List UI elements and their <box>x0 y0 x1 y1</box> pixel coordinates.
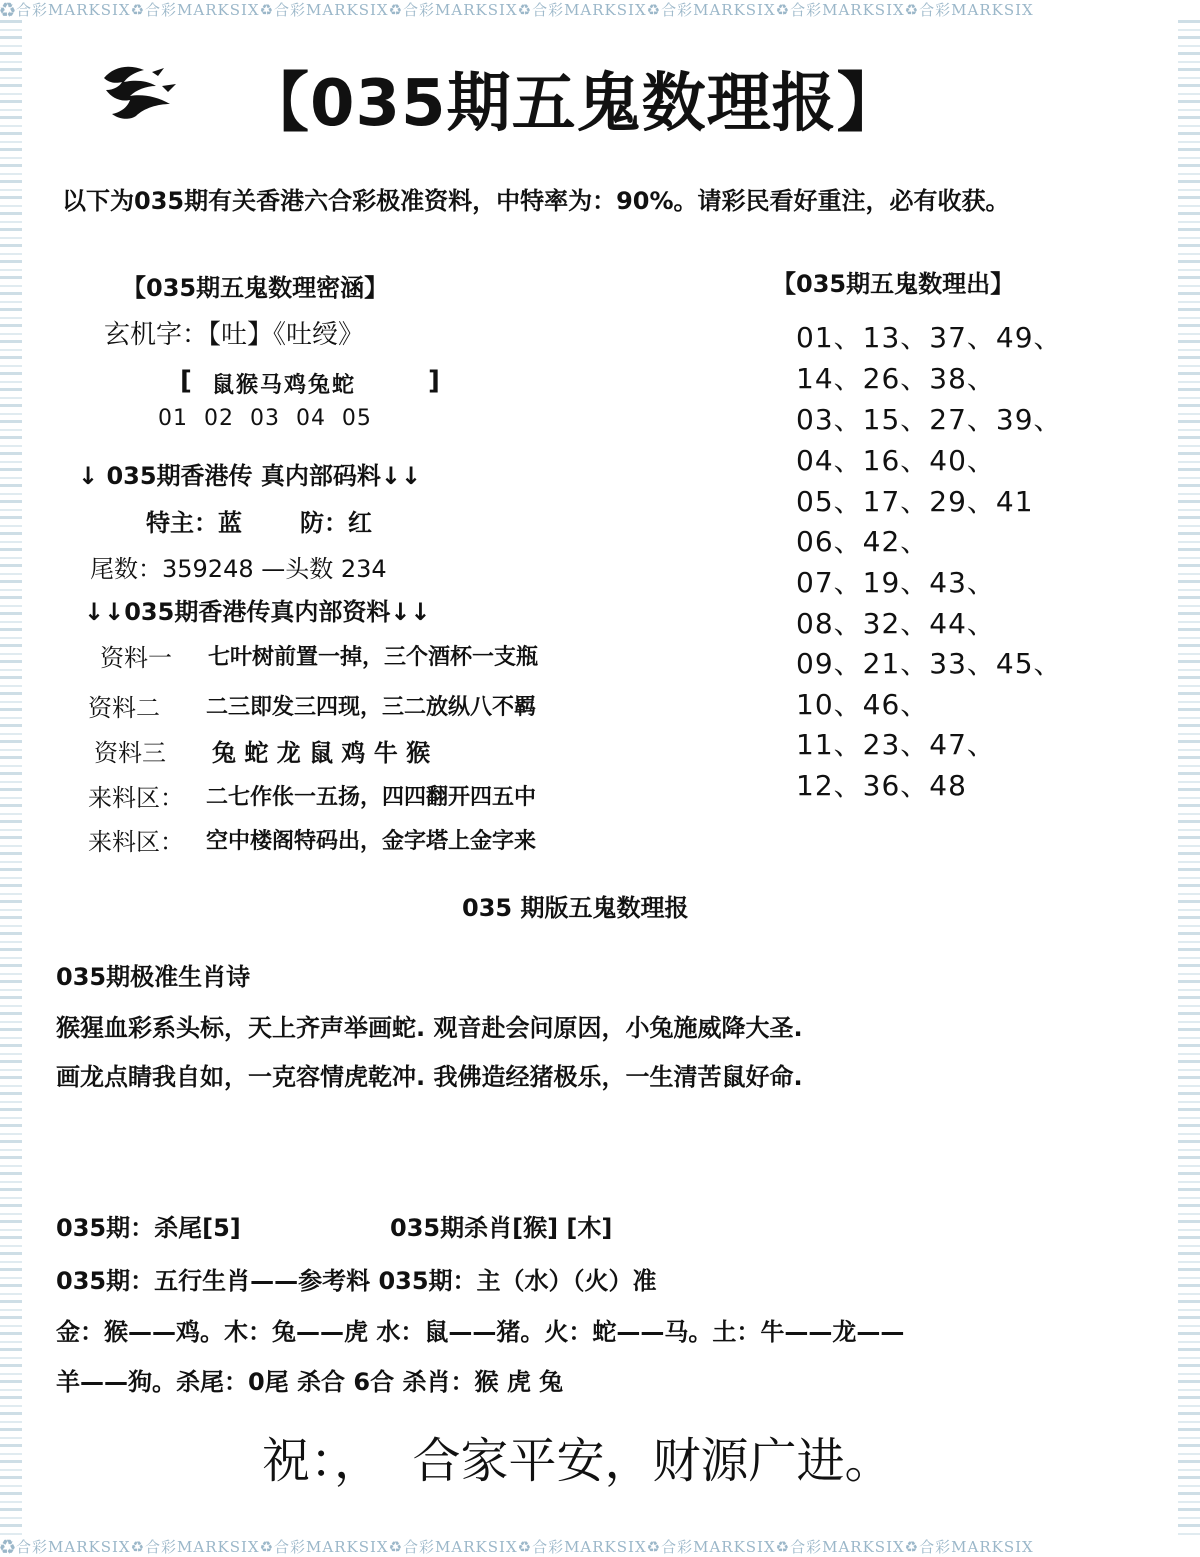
left-heading: 【035期五鬼数理密涵】 <box>122 274 389 302</box>
number-row: 11、23、47、 <box>796 728 996 761</box>
number-row: 12、36、48 <box>796 769 967 802</box>
number-row: 08、32、44、 <box>796 607 996 640</box>
info3-text: 兔 蛇 龙 鼠 鸡 牛 猴 <box>212 739 431 767</box>
kill-tail: 035期：杀尾[5] <box>56 1214 241 1242</box>
info1-text: 七叶树前置一掉，三个酒杯一支瓶 <box>208 645 539 670</box>
info1-label: 资料一 <box>100 644 172 672</box>
intro-text: 以下为035期有关香港六合彩极准资料，中特率为：90%。请彩民看好重注，必有收获。 <box>62 187 1010 215</box>
number-row: 09、21、33、45、 <box>796 647 1063 680</box>
poem-line-1: 猴猩血彩系头标，天上齐声举画蛇. 观音赴会问原因，小兔施威降大圣. <box>56 1014 803 1042</box>
footer-blessing: 祝：， 合家平安，财源广进。 <box>262 1433 893 1489</box>
watermark-right-border <box>1178 20 1200 1537</box>
zodiac-bracket-close: ] <box>428 366 440 396</box>
zodiac-bracket-open: [ <box>180 366 192 396</box>
number-row: 03、15、27、39、 <box>796 403 1063 436</box>
element-zodiac-line-a: 金：猴——鸡。木：兔——虎 水：鼠——猪。火：蛇——马。土：牛——龙—— <box>56 1318 905 1346</box>
watermark-top: ♻合彩MARKSIX♻合彩MARKSIX♻合彩MARKSIX♻合彩MARKSIX♻合彩MARKSIX♻合彩MARKSIX♻合彩MARKSIX♻合彩MARKSIX <box>0 1 1034 19</box>
number-row: 10、46、 <box>796 688 930 721</box>
watermark-left-border <box>0 20 22 1537</box>
number-row: 06、42、 <box>796 525 930 558</box>
number-row: 05、17、29、41 <box>796 485 1034 518</box>
info3-label: 资料三 <box>94 739 166 767</box>
element-zodiac-line-b: 羊——狗。杀尾：0尾 杀合 6合 杀肖：猴 虎 兔 <box>56 1368 564 1396</box>
internal-code-heading: ↓ 035期香港传 真内部码料↓↓ <box>78 462 422 490</box>
poem-line-2: 画龙点睛我自如，一克容情虎乾冲. 我佛造经猪极乐，一生清苦鼠好命. <box>56 1063 803 1091</box>
dragon-logo-icon <box>100 58 180 124</box>
source2-label: 来料区： <box>88 828 184 856</box>
source1-label: 来料区： <box>88 784 184 812</box>
mystery-word: 玄机字：【吐】《吐绶》 <box>104 320 365 350</box>
right-heading: 【035期五鬼数理出】 <box>772 270 1015 298</box>
tail-head-numbers: 尾数：359248 —头数 234 <box>90 555 387 583</box>
wuxing-line: 035期：五行生肖——参考料 035期：主（水）（火）准 <box>56 1267 657 1295</box>
internal-info-heading: ↓↓035期香港传真内部资料↓↓ <box>84 598 431 626</box>
number-row: 01、13、37、49、 <box>796 321 1063 354</box>
number-row: 14、26、38、 <box>796 362 996 395</box>
info2-label: 资料二 <box>88 694 160 722</box>
info2-text: 二三即发三四现，三二放纵八不羁 <box>206 695 537 720</box>
watermark-bottom: ♻合彩MARKSIX♻合彩MARKSIX♻合彩MARKSIX♻合彩MARKSIX♻合彩MARKSIX♻合彩MARKSIX♻合彩MARKSIX♻合彩MARKSIX <box>0 1538 1034 1556</box>
special-defense: 防：红 <box>300 509 372 537</box>
section-subtitle: 035 期版五鬼数理报 <box>462 894 689 922</box>
number-row: 04、16、40、 <box>796 444 996 477</box>
number-row: 07、19、43、 <box>796 566 996 599</box>
zodiac-numbers: 01 02 03 04 05 <box>158 406 372 431</box>
zodiac-list: 鼠猴马鸡兔蛇 <box>212 373 357 398</box>
kill-zodiac: 035期杀肖[猴] [木] <box>390 1214 613 1242</box>
special-main: 特主：蓝 <box>146 509 242 537</box>
source2-text: 空中楼阁特码出，金字塔上金字来 <box>206 829 537 854</box>
source1-text: 二七作伥一五扬，四四翻开四五中 <box>206 785 537 810</box>
page-title: 【035期五鬼数理报】 <box>245 67 902 141</box>
poem-heading: 035期极准生肖诗 <box>56 963 251 991</box>
